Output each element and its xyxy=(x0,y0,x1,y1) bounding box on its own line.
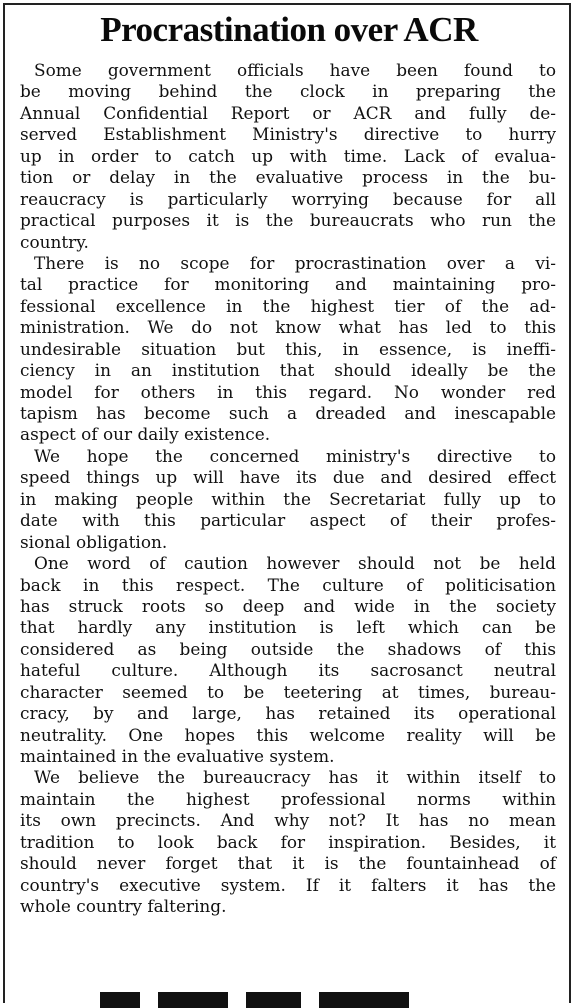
text-line: has struck roots so deep and wide in the society xyxy=(20,595,556,616)
text-line: be moving behind the clock in preparing the xyxy=(20,81,556,102)
text-line: model for others in this regard. No wonder red xyxy=(20,381,556,402)
text-line: We hope the concerned ministry's directive to xyxy=(34,445,556,466)
text-line: neutrality. One hopes this welcome reality will be xyxy=(20,724,556,745)
text-line: tal practice for monitoring and maintaining pro- xyxy=(20,274,556,295)
text-line: speed things up will have its due and desired effect xyxy=(20,467,556,488)
text-line: considered as being outside the shadows of this xyxy=(20,638,556,659)
text-line: maintained in the evaluative system. xyxy=(20,746,335,766)
text-line: Some government officials have been found to xyxy=(34,60,556,80)
text-line: fessional excellence in the highest tier of the ad- xyxy=(20,295,556,316)
text-line: Annual Confidential Report or ACR and fully de- xyxy=(20,102,556,123)
text-line: sional obligation. xyxy=(20,531,168,552)
text-line: back in this respect. The culture of politicisation xyxy=(20,574,556,595)
text-line: tion or delay in the evaluative process in the bu- xyxy=(20,167,556,188)
text-line: whole country faltering. xyxy=(20,896,227,917)
text-line: tapism has become such a dreaded and inescapable xyxy=(20,403,556,423)
text-line: undesirable situation but this, in essence, is ineffi- xyxy=(20,338,556,359)
text-line: that hardly any institution is left which can be xyxy=(20,617,556,638)
text-line: maintain the highest professional norms within xyxy=(20,788,556,809)
text-line: tradition to look back for inspiration. Besides, it xyxy=(20,831,556,852)
text-line: in making people within the Secretariat fully up to xyxy=(20,488,556,509)
text-line: country. xyxy=(20,231,89,252)
text-line: served Establishment Ministry's directive to hurry xyxy=(20,124,556,145)
text-line: should never forget that it is the fountainhead of xyxy=(20,853,556,874)
text-line: ciency in an institution that should ideally be the xyxy=(20,360,556,381)
text-line: up in order to catch up with time. Lack of evalua- xyxy=(20,145,556,166)
text-line: ministration. We do not know what has led to this xyxy=(20,317,556,338)
text-line: date with this particular aspect of their profes- xyxy=(20,510,556,531)
text-line: There is no scope for procrastination over a vi- xyxy=(34,252,556,273)
article-body xyxy=(20,60,556,918)
text-line: its own precincts. And why not? It has no mean xyxy=(20,810,556,831)
text-line: aspect of our daily existence. xyxy=(20,424,271,445)
text-line: practical purposes it is the bureaucrats who run the xyxy=(20,210,556,231)
text-line: cracy, by and large, has retained its operational xyxy=(20,703,556,724)
text-line: reaucracy is particularly worrying because for all xyxy=(20,188,556,209)
text-line: We believe the bureaucracy has it within itself to xyxy=(34,767,556,788)
text-line: country's executive system. If it falters it has the xyxy=(20,874,556,895)
text-line: hateful culture. Although its sacrosanct neutral xyxy=(20,660,556,681)
headline: Procrastination over ACR xyxy=(100,10,478,49)
text-line: One word of caution however should not be held xyxy=(34,553,556,574)
text-line: character seemed to be teetering at times, bureau- xyxy=(20,681,556,702)
next-headline-fragment xyxy=(100,992,480,1008)
